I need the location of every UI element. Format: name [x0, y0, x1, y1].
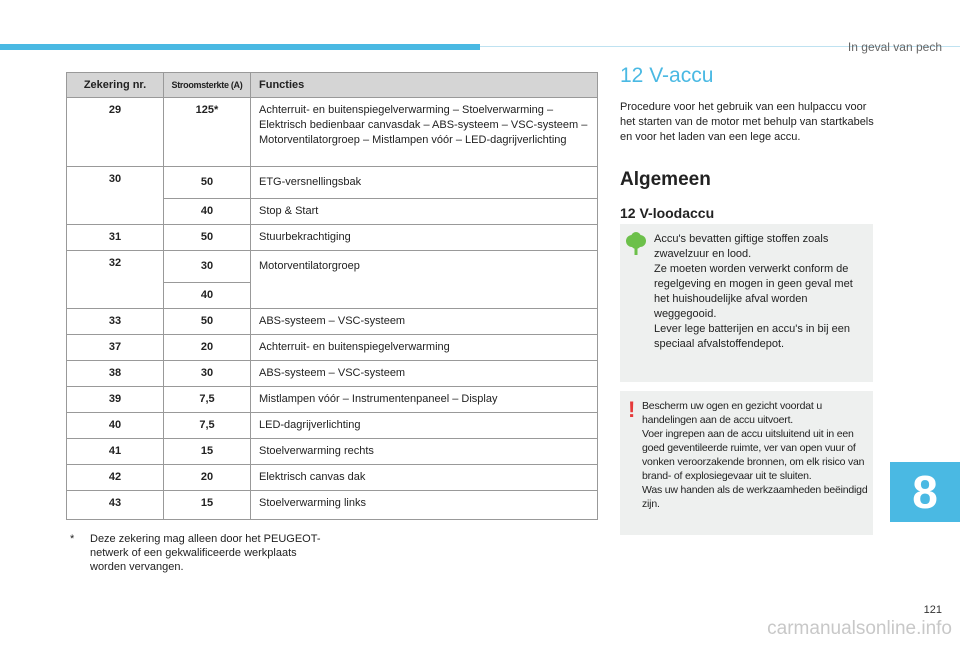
fuse-number: 30 [67, 167, 164, 225]
lead-battery-heading: 12 V-loodaccu [620, 205, 715, 221]
eco-note-box [620, 224, 873, 382]
fuse-current: 15 [164, 439, 251, 465]
table-row [67, 413, 598, 439]
fuse-function: Stuurbekrachtiging [251, 225, 598, 251]
fuse-current: 125* [164, 98, 251, 167]
table-row [67, 98, 598, 167]
fuse-current: 50 [164, 225, 251, 251]
fuse-current: 15 [164, 491, 251, 520]
fuse-function: Achterruit- en buitenspiegelverwarming – Stoelverwarming – Elektrisch bedienbaar canvasdak – ABS-systeem – VSC-systeem – Motorventilatorgroep – Mistlampen vóór – LED-dagrijverlichting [251, 98, 598, 167]
fuse-function: Motorventilatorgroep [251, 251, 598, 309]
fuse-current: 50 [164, 167, 251, 199]
warning-note-box [620, 391, 873, 535]
table-row [67, 465, 598, 491]
table-row [67, 167, 598, 199]
fuse-number: 29 [67, 98, 164, 167]
column-header-fuse-nr: Zekering nr. [67, 73, 164, 98]
fuse-function: Stoelverwarming rechts [251, 439, 598, 465]
fuse-function: Stop & Start [251, 199, 598, 225]
fuse-number: 31 [67, 225, 164, 251]
table-row [67, 251, 598, 283]
fuse-function: Elektrisch canvas dak [251, 465, 598, 491]
tree-icon [625, 232, 647, 256]
fuse-number: 40 [67, 413, 164, 439]
chapter-tab [890, 462, 960, 522]
fuse-number: 38 [67, 361, 164, 387]
fuse-number: 37 [67, 335, 164, 361]
fuse-function: ETG-versnellingsbak [251, 167, 598, 199]
fuse-current: 40 [164, 199, 251, 225]
battery-title: 12 V-accu [620, 64, 714, 87]
fuse-function: ABS-systeem – VSC-systeem [251, 361, 598, 387]
fuse-current: 40 [164, 283, 251, 309]
fuse-function: Achterruit- en buitenspiegelverwarming [251, 335, 598, 361]
exclamation-icon: ! [628, 397, 636, 422]
fuse-number: 32 [67, 251, 164, 309]
chapter-number: 8 [912, 466, 938, 518]
table-header-row [67, 73, 598, 98]
footnote-text: Deze zekering mag alleen door het PEUGEOT-netwerk of een gekwalificeerde werkplaats worden vervangen. [90, 533, 321, 573]
footnote [70, 532, 330, 574]
fuse-current: 7,5 [164, 413, 251, 439]
eco-note-text: Accu's bevatten giftige stoffen zoals zwavelzuur en lood. Ze moeten worden verwerkt conform de regelgeving en mogen in geen geval met het huishoudelijke afval worden weggegooid. Lever lege batterijen en accu's in bij een speciaal afvalstoffendepot. [654, 233, 853, 350]
column-header-functions: Functies [251, 73, 598, 98]
battery-section [620, 64, 875, 221]
column-header-current: Stroomsterkte (A) [164, 73, 251, 98]
fuse-current: 50 [164, 309, 251, 335]
warning-note-text: Bescherm uw ogen en gezicht voordat u handelingen aan de accu uitvoert. Voer ingrepen aan de accu uitsluitend uit in een goed geventileerde ruimte, ver van open vuur of vonken veroorzakende bronnen, om elk risico van brand- of explosiegevaar uit te sluiten. Was uw handen als de werkzaamheden beëindigd zijn. [642, 400, 868, 510]
fuse-table [66, 72, 598, 520]
table-row [67, 361, 598, 387]
table-row [67, 335, 598, 361]
general-heading: Algemeen [620, 169, 711, 190]
fuse-number: 33 [67, 309, 164, 335]
fuse-current: 7,5 [164, 387, 251, 413]
page-number: 121 [923, 604, 942, 616]
header-accent-bar [0, 44, 480, 50]
fuse-number: 43 [67, 491, 164, 520]
table-row [67, 387, 598, 413]
table-row [67, 439, 598, 465]
fuse-number: 39 [67, 387, 164, 413]
table-row [67, 225, 598, 251]
fuse-function: LED-dagrijverlichting [251, 413, 598, 439]
table-row [67, 309, 598, 335]
fuse-current: 20 [164, 465, 251, 491]
fuse-function: Stoelverwarming links [251, 491, 598, 520]
watermark: carmanualsonline.info [767, 618, 952, 639]
table-row [67, 491, 598, 520]
battery-intro: Procedure voor het gebruik van een hulpaccu voor het starten van de motor met behulp van startkabels en voor het laden van een lege accu. [620, 101, 874, 143]
footnote-mark: * [70, 533, 75, 545]
fuse-number: 41 [67, 439, 164, 465]
fuse-current: 30 [164, 361, 251, 387]
fuse-function: Mistlampen vóór – Instrumentenpaneel – Display [251, 387, 598, 413]
fuse-current: 20 [164, 335, 251, 361]
fuse-number: 42 [67, 465, 164, 491]
fuse-current: 30 [164, 251, 251, 283]
fuse-function: ABS-systeem – VSC-systeem [251, 309, 598, 335]
section-label: In geval van pech [847, 40, 942, 54]
